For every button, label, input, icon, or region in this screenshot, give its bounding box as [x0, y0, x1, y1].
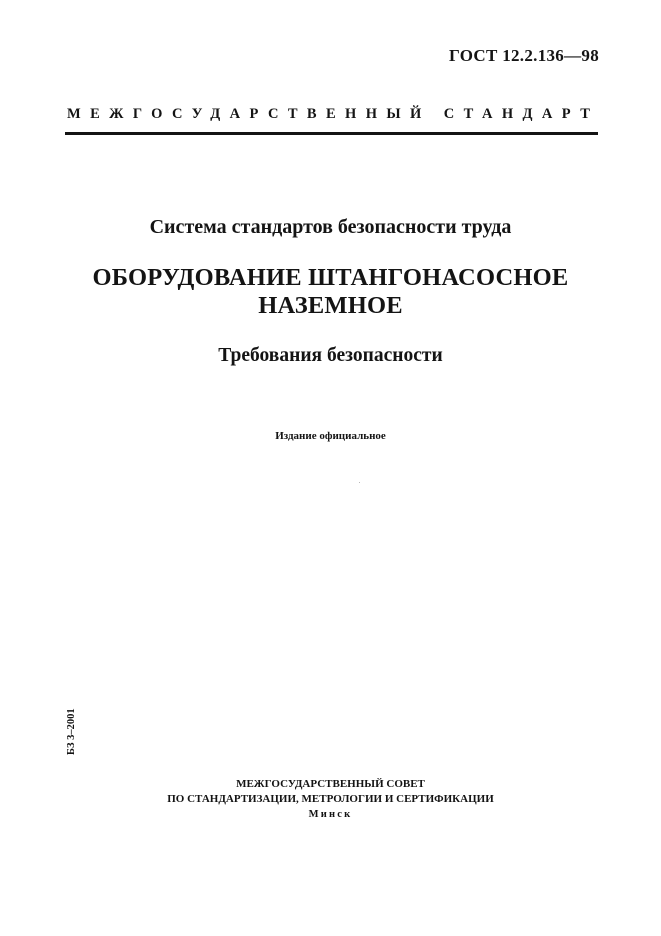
publisher-line-2: ПО СТАНДАРТИЗАЦИИ, МЕТРОЛОГИИ И СЕРТИФИКАЦИИ — [167, 793, 494, 805]
publisher-line-1: МЕЖГОСУДАРСТВЕННЫЙ СОВЕТ — [236, 778, 425, 790]
publisher-block — [0, 777, 661, 822]
header-rule — [65, 132, 598, 135]
main-title-line-1: ОБОРУДОВАНИЕ ШТАНГОНАСОСНОЕ — [92, 264, 569, 291]
system-title: Система стандартов безопасности труда — [149, 216, 512, 238]
standard-type-heading: МЕЖГОСУДАРСТВЕННЫЙ СТАНДАРТ — [67, 106, 600, 122]
edition-label: Издание официальное — [275, 430, 386, 442]
side-code-text: БЗ 3–2001 — [66, 708, 77, 755]
gost-number: ГОСТ 12.2.136—98 — [449, 46, 599, 65]
publisher-city: Минск — [308, 809, 353, 820]
scan-speck — [359, 482, 360, 483]
main-title — [0, 264, 661, 320]
subtitle: Требования безопасности — [218, 345, 443, 366]
main-title-line-2: НАЗЕМНОЕ — [258, 292, 403, 319]
